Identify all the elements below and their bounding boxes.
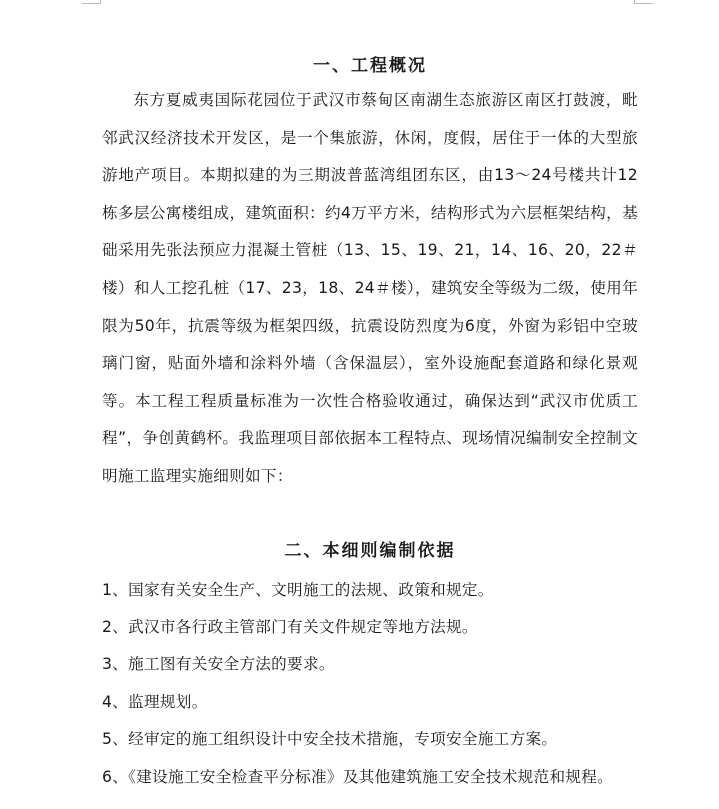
section-2-title: 二、本细则编制依据 bbox=[284, 540, 456, 561]
list-item: 3、施工图有关安全方法的要求。 bbox=[102, 655, 335, 674]
list-item: 6、《建设施工安全检查平分标准》及其他建筑施工安全技术规范和规程。 bbox=[102, 767, 614, 786]
list-item: 5、经审定的施工组织设计中安全技术措施，专项安全施工方案。 bbox=[102, 730, 558, 749]
blank-line bbox=[102, 496, 638, 534]
list-item: 1、国家有关安全生产、文明施工的法规、政策和规定。 bbox=[102, 580, 494, 599]
list-item: 2、武汉市各行政主管部门有关文件规定等地方法规。 bbox=[102, 617, 478, 636]
document-body bbox=[102, 50, 638, 796]
section-1-paragraph: 东方夏威夷国际花园位于武汉市蔡甸区南湖生态旅游区南区打鼓渡，毗邻武汉经济技术开发区，是一个集旅游，休闲，度假，居住于一体的大型旅游地产项目。本期拟建的为三期波普蓝湾组团东区，由13～24号楼共计12栋多层公寓楼组成，建筑面积：约4万平方米，结构形式为六层框架结构，基础采用先张法预应力混凝土管桩（13、15、19、21，14、16、20，22＃楼）和人工挖孔桩（17、23，18、24＃楼），建筑安全等级为二级，使用年限为50年，抗震等级为框架四级，抗震设防烈度为6度，外窗为彩铝中空玻璃门窗，贴面外墙和涂料外墙（含保温层），室外设施配套道路和绿化景观等。本工程工程质量标准为一次性合格验收通过，确保达到“武汉市优质工程”，争创黄鹤杯。我监理项目部依据本工程特点、现场情况编制安全控制文明施工监理实施细则如下： bbox=[102, 91, 638, 485]
section-2-list bbox=[102, 572, 638, 796]
list-item: 4、监理规划。 bbox=[102, 692, 208, 711]
page-corner-mark-top-right bbox=[634, 0, 653, 4]
section-1-title: 一、工程概况 bbox=[313, 56, 427, 76]
page-corner-mark-top-left bbox=[82, 0, 101, 4]
